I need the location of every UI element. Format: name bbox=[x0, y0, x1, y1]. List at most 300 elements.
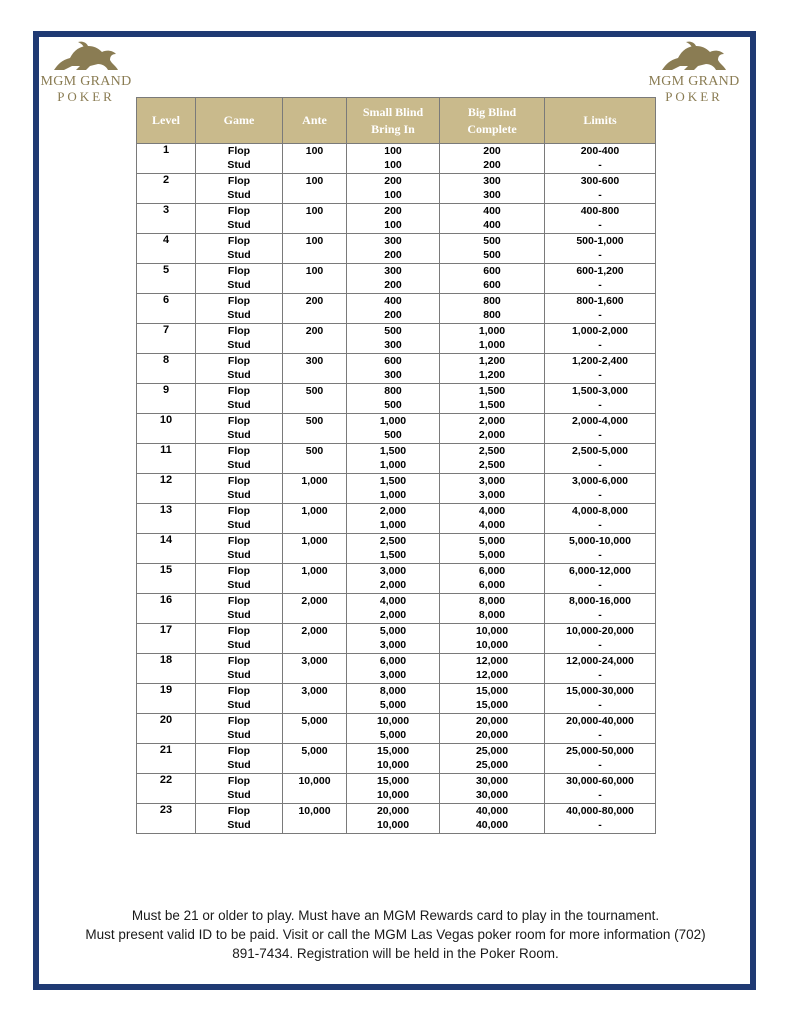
limits-stud-value: - bbox=[598, 399, 602, 411]
ante-value: 200 bbox=[305, 295, 324, 307]
limits-stud-value: - bbox=[598, 249, 602, 261]
table-row bbox=[137, 174, 656, 204]
small-blind-value: 6,000 bbox=[379, 655, 407, 667]
complete-value: 12,000 bbox=[475, 669, 509, 681]
game-cell bbox=[196, 144, 283, 174]
complete-value: 2,500 bbox=[478, 459, 506, 471]
big-blind-value: 500 bbox=[483, 235, 501, 247]
big-blind-value: 2,500 bbox=[478, 445, 506, 457]
game-cell bbox=[196, 354, 283, 384]
game-cell bbox=[196, 594, 283, 624]
ante-cell bbox=[283, 654, 347, 684]
header-game: Game bbox=[196, 98, 283, 144]
big-blind-cell bbox=[440, 624, 545, 654]
game-cell bbox=[196, 384, 283, 414]
limits-value: 3,000-6,000 bbox=[571, 475, 629, 487]
small-blind-value: 15,000 bbox=[376, 745, 410, 757]
big-blind-value: 25,000 bbox=[475, 745, 509, 757]
small-blind-value: 4,000 bbox=[379, 595, 407, 607]
small-blind-value: 800 bbox=[384, 385, 402, 397]
game-cell bbox=[196, 654, 283, 684]
ante-value: 500 bbox=[305, 385, 324, 397]
small-blind-cell bbox=[347, 804, 440, 834]
ante-value: 100 bbox=[305, 265, 324, 277]
game-flop: Flop bbox=[227, 385, 251, 397]
small-blind-cell bbox=[347, 474, 440, 504]
game-flop: Flop bbox=[227, 655, 251, 667]
big-blind-cell bbox=[440, 654, 545, 684]
small-blind-value: 5,000 bbox=[379, 625, 407, 637]
small-blind-value: 8,000 bbox=[379, 685, 407, 697]
level-cell: 15 bbox=[137, 564, 196, 594]
ante-cell bbox=[283, 414, 347, 444]
ante-cell bbox=[283, 714, 347, 744]
bring-in-value: 200 bbox=[384, 309, 402, 321]
ante-cell bbox=[283, 384, 347, 414]
ante-cell bbox=[283, 234, 347, 264]
bring-in-value: 2,000 bbox=[379, 579, 407, 591]
ante-cell bbox=[283, 174, 347, 204]
game-cell bbox=[196, 504, 283, 534]
small-blind-cell bbox=[347, 684, 440, 714]
small-blind-value: 2,500 bbox=[379, 535, 407, 547]
level-cell: 22 bbox=[137, 774, 196, 804]
limits-value: 5,000-10,000 bbox=[569, 535, 631, 547]
big-blind-cell bbox=[440, 294, 545, 324]
small-blind-value: 500 bbox=[384, 325, 402, 337]
table-row bbox=[137, 624, 656, 654]
ante-cell bbox=[283, 504, 347, 534]
limits-cell bbox=[545, 534, 656, 564]
big-blind-cell bbox=[440, 804, 545, 834]
small-blind-value: 10,000 bbox=[376, 715, 410, 727]
ante-value: 2,000 bbox=[301, 625, 328, 637]
limits-cell bbox=[545, 444, 656, 474]
level-cell: 21 bbox=[137, 744, 196, 774]
small-blind-value: 300 bbox=[384, 235, 402, 247]
game-cell bbox=[196, 474, 283, 504]
game-cell bbox=[196, 534, 283, 564]
ante-value: 5,000 bbox=[301, 715, 328, 727]
ante-cell bbox=[283, 684, 347, 714]
game-flop: Flop bbox=[227, 355, 251, 367]
game-cell bbox=[196, 774, 283, 804]
table-row bbox=[137, 564, 656, 594]
header-small-blind-line1: Small Blind bbox=[362, 104, 424, 119]
ante-value: 500 bbox=[305, 415, 324, 427]
game-stud: Stud bbox=[227, 279, 251, 291]
limits-stud-value: - bbox=[598, 699, 602, 711]
ante-cell bbox=[283, 264, 347, 294]
small-blind-cell bbox=[347, 354, 440, 384]
level-cell: 11 bbox=[137, 444, 196, 474]
small-blind-cell bbox=[347, 534, 440, 564]
limits-value: 1,000-2,000 bbox=[571, 325, 629, 337]
game-flop: Flop bbox=[227, 775, 251, 787]
game-flop: Flop bbox=[227, 745, 251, 757]
game-stud: Stud bbox=[227, 489, 251, 501]
big-blind-value: 600 bbox=[483, 265, 501, 277]
complete-value: 6,000 bbox=[478, 579, 506, 591]
big-blind-cell bbox=[440, 384, 545, 414]
big-blind-cell bbox=[440, 204, 545, 234]
bring-in-value: 5,000 bbox=[379, 729, 407, 741]
complete-value: 25,000 bbox=[475, 759, 509, 771]
limits-value: 30,000-60,000 bbox=[566, 775, 634, 787]
limits-value: 6,000-12,000 bbox=[569, 565, 631, 577]
limits-value: 400-800 bbox=[580, 205, 620, 217]
limits-cell bbox=[545, 384, 656, 414]
complete-value: 500 bbox=[483, 249, 501, 261]
game-flop: Flop bbox=[227, 415, 251, 427]
level-cell: 13 bbox=[137, 504, 196, 534]
game-stud: Stud bbox=[227, 429, 251, 441]
ante-value: 100 bbox=[305, 175, 324, 187]
ante-value: 200 bbox=[305, 325, 324, 337]
limits-cell bbox=[545, 624, 656, 654]
big-blind-value: 1,500 bbox=[478, 385, 506, 397]
bring-in-value: 2,000 bbox=[379, 609, 407, 621]
game-stud: Stud bbox=[227, 249, 251, 261]
game-flop: Flop bbox=[227, 625, 251, 637]
big-blind-cell bbox=[440, 474, 545, 504]
small-blind-value: 600 bbox=[384, 355, 402, 367]
ante-value: 300 bbox=[305, 355, 324, 367]
big-blind-cell bbox=[440, 774, 545, 804]
game-flop: Flop bbox=[227, 715, 251, 727]
ante-value: 10,000 bbox=[298, 805, 331, 817]
table-row bbox=[137, 354, 656, 384]
table-row bbox=[137, 654, 656, 684]
big-blind-value: 400 bbox=[483, 205, 501, 217]
limits-cell bbox=[545, 714, 656, 744]
small-blind-value: 15,000 bbox=[376, 775, 410, 787]
complete-value: 200 bbox=[483, 159, 501, 171]
header-level: Level bbox=[137, 98, 196, 144]
small-blind-cell bbox=[347, 444, 440, 474]
small-blind-cell bbox=[347, 714, 440, 744]
small-blind-cell bbox=[347, 594, 440, 624]
ante-value: 500 bbox=[305, 445, 324, 457]
limits-stud-value: - bbox=[598, 339, 602, 351]
limits-stud-value: - bbox=[598, 759, 602, 771]
big-blind-cell bbox=[440, 174, 545, 204]
small-blind-value: 100 bbox=[384, 145, 402, 157]
ante-value: 1,000 bbox=[301, 505, 328, 517]
game-cell bbox=[196, 234, 283, 264]
game-cell bbox=[196, 804, 283, 834]
header-limits: Limits bbox=[545, 98, 656, 144]
complete-value: 15,000 bbox=[475, 699, 509, 711]
limits-stud-value: - bbox=[598, 189, 602, 201]
limits-value: 2,500-5,000 bbox=[571, 445, 629, 457]
limits-stud-value: - bbox=[598, 789, 602, 801]
big-blind-value: 15,000 bbox=[475, 685, 509, 697]
limits-value: 2,000-4,000 bbox=[571, 415, 629, 427]
game-stud: Stud bbox=[227, 579, 251, 591]
game-flop: Flop bbox=[227, 325, 251, 337]
small-blind-value: 1,500 bbox=[379, 445, 407, 457]
complete-value: 4,000 bbox=[478, 519, 506, 531]
bring-in-value: 100 bbox=[384, 219, 402, 231]
limits-value: 4,000-8,000 bbox=[571, 505, 629, 517]
game-cell bbox=[196, 324, 283, 354]
complete-value: 10,000 bbox=[475, 639, 509, 651]
bring-in-value: 3,000 bbox=[379, 639, 407, 651]
complete-value: 8,000 bbox=[478, 609, 506, 621]
limits-stud-value: - bbox=[598, 549, 602, 561]
limits-cell bbox=[545, 804, 656, 834]
limits-value: 500-1,000 bbox=[576, 235, 624, 247]
level-cell: 2 bbox=[137, 174, 196, 204]
game-flop: Flop bbox=[227, 475, 251, 487]
big-blind-cell bbox=[440, 354, 545, 384]
table-row bbox=[137, 534, 656, 564]
level-cell: 16 bbox=[137, 594, 196, 624]
game-stud: Stud bbox=[227, 519, 251, 531]
limits-cell bbox=[545, 654, 656, 684]
complete-value: 3,000 bbox=[478, 489, 506, 501]
complete-value: 1,000 bbox=[478, 339, 506, 351]
big-blind-value: 300 bbox=[483, 175, 501, 187]
game-stud: Stud bbox=[227, 219, 251, 231]
game-stud: Stud bbox=[227, 399, 251, 411]
header-ante: Ante bbox=[283, 98, 347, 144]
big-blind-cell bbox=[440, 564, 545, 594]
limits-value: 800-1,600 bbox=[576, 295, 624, 307]
ante-cell bbox=[283, 594, 347, 624]
small-blind-cell bbox=[347, 294, 440, 324]
small-blind-value: 400 bbox=[384, 295, 402, 307]
ante-value: 3,000 bbox=[301, 655, 328, 667]
bring-in-value: 100 bbox=[384, 159, 402, 171]
level-cell: 10 bbox=[137, 414, 196, 444]
level-cell: 6 bbox=[137, 294, 196, 324]
bring-in-value: 1,000 bbox=[379, 459, 407, 471]
game-flop: Flop bbox=[227, 535, 251, 547]
game-flop: Flop bbox=[227, 805, 251, 817]
level-cell: 8 bbox=[137, 354, 196, 384]
ante-cell bbox=[283, 204, 347, 234]
small-blind-cell bbox=[347, 144, 440, 174]
big-blind-cell bbox=[440, 324, 545, 354]
complete-value: 300 bbox=[483, 189, 501, 201]
small-blind-value: 1,500 bbox=[379, 475, 407, 487]
small-blind-cell bbox=[347, 264, 440, 294]
bring-in-value: 10,000 bbox=[376, 819, 410, 831]
bring-in-value: 500 bbox=[384, 429, 402, 441]
complete-value: 40,000 bbox=[475, 819, 509, 831]
small-blind-value: 1,000 bbox=[379, 415, 407, 427]
bring-in-value: 10,000 bbox=[376, 759, 410, 771]
limits-value: 1,500-3,000 bbox=[571, 385, 629, 397]
ante-cell bbox=[283, 774, 347, 804]
game-flop: Flop bbox=[227, 175, 251, 187]
limits-cell bbox=[545, 234, 656, 264]
level-cell: 17 bbox=[137, 624, 196, 654]
bring-in-value: 5,000 bbox=[379, 699, 407, 711]
game-flop: Flop bbox=[227, 205, 251, 217]
complete-value: 1,500 bbox=[478, 399, 506, 411]
limits-cell bbox=[545, 564, 656, 594]
limits-stud-value: - bbox=[598, 459, 602, 471]
small-blind-cell bbox=[347, 384, 440, 414]
big-blind-value: 800 bbox=[483, 295, 501, 307]
small-blind-cell bbox=[347, 744, 440, 774]
bring-in-value: 3,000 bbox=[379, 669, 407, 681]
game-flop: Flop bbox=[227, 235, 251, 247]
level-cell: 18 bbox=[137, 654, 196, 684]
limits-value: 300-600 bbox=[580, 175, 620, 187]
limits-cell bbox=[545, 504, 656, 534]
limits-stud-value: - bbox=[598, 609, 602, 621]
logo-right bbox=[644, 40, 744, 104]
ante-cell bbox=[283, 564, 347, 594]
limits-value: 1,200-2,400 bbox=[571, 355, 629, 367]
level-cell: 12 bbox=[137, 474, 196, 504]
small-blind-value: 200 bbox=[384, 175, 402, 187]
game-stud: Stud bbox=[227, 789, 251, 801]
limits-cell bbox=[545, 594, 656, 624]
big-blind-value: 20,000 bbox=[475, 715, 509, 727]
table-row bbox=[137, 204, 656, 234]
limits-stud-value: - bbox=[598, 489, 602, 501]
brand-sub: POKER bbox=[665, 89, 723, 104]
limits-stud-value: - bbox=[598, 369, 602, 381]
structure-table bbox=[136, 97, 656, 834]
big-blind-cell bbox=[440, 504, 545, 534]
complete-value: 30,000 bbox=[475, 789, 509, 801]
table-row bbox=[137, 384, 656, 414]
limits-stud-value: - bbox=[598, 729, 602, 741]
game-stud: Stud bbox=[227, 669, 251, 681]
complete-value: 20,000 bbox=[475, 729, 509, 741]
game-flop: Flop bbox=[227, 445, 251, 457]
game-cell bbox=[196, 684, 283, 714]
ante-value: 2,000 bbox=[301, 595, 328, 607]
ante-value: 1,000 bbox=[301, 535, 328, 547]
ante-cell bbox=[283, 804, 347, 834]
limits-value: 200-400 bbox=[580, 145, 620, 157]
game-stud: Stud bbox=[227, 339, 251, 351]
small-blind-value: 2,000 bbox=[379, 505, 407, 517]
header-big-blind bbox=[440, 98, 545, 144]
complete-value: 5,000 bbox=[478, 549, 506, 561]
game-flop: Flop bbox=[227, 265, 251, 277]
game-flop: Flop bbox=[227, 595, 251, 607]
bring-in-value: 1,000 bbox=[379, 489, 407, 501]
ante-cell bbox=[283, 354, 347, 384]
ante-value: 5,000 bbox=[301, 745, 328, 757]
bring-in-value: 300 bbox=[384, 339, 402, 351]
big-blind-cell bbox=[440, 444, 545, 474]
table-row bbox=[137, 324, 656, 354]
big-blind-cell bbox=[440, 234, 545, 264]
limits-cell bbox=[545, 774, 656, 804]
header-big-blind-line2: Complete bbox=[467, 121, 517, 136]
bring-in-value: 100 bbox=[384, 189, 402, 201]
limits-value: 10,000-20,000 bbox=[566, 625, 634, 637]
header-small-blind-line2: Bring In bbox=[371, 121, 415, 136]
game-flop: Flop bbox=[227, 565, 251, 577]
limits-cell bbox=[545, 294, 656, 324]
bring-in-value: 1,000 bbox=[379, 519, 407, 531]
table-row bbox=[137, 744, 656, 774]
ante-cell bbox=[283, 624, 347, 654]
bring-in-value: 200 bbox=[384, 249, 402, 261]
ante-value: 1,000 bbox=[301, 475, 328, 487]
game-stud: Stud bbox=[227, 159, 251, 171]
big-blind-value: 1,200 bbox=[478, 355, 506, 367]
limits-stud-value: - bbox=[598, 429, 602, 441]
ante-value: 100 bbox=[305, 205, 324, 217]
big-blind-value: 4,000 bbox=[478, 505, 506, 517]
game-cell bbox=[196, 564, 283, 594]
table-row bbox=[137, 684, 656, 714]
ante-cell bbox=[283, 534, 347, 564]
ante-cell bbox=[283, 444, 347, 474]
footer-line-3: 891-7434. Registration will be held in the Poker Room. bbox=[232, 946, 559, 961]
game-cell bbox=[196, 714, 283, 744]
small-blind-cell bbox=[347, 414, 440, 444]
table-row bbox=[137, 264, 656, 294]
table-body bbox=[137, 144, 656, 834]
table-row bbox=[137, 504, 656, 534]
limits-cell bbox=[545, 684, 656, 714]
game-flop: Flop bbox=[227, 145, 251, 157]
game-stud: Stud bbox=[227, 729, 251, 741]
limits-value: 15,000-30,000 bbox=[566, 685, 634, 697]
limits-cell bbox=[545, 474, 656, 504]
limits-value: 25,000-50,000 bbox=[566, 745, 634, 757]
ante-value: 100 bbox=[305, 235, 324, 247]
game-stud: Stud bbox=[227, 189, 251, 201]
big-blind-value: 12,000 bbox=[475, 655, 509, 667]
limits-value: 20,000-40,000 bbox=[566, 715, 634, 727]
game-cell bbox=[196, 744, 283, 774]
limits-stud-value: - bbox=[598, 639, 602, 651]
small-blind-cell bbox=[347, 324, 440, 354]
bring-in-value: 200 bbox=[384, 279, 402, 291]
bring-in-value: 1,500 bbox=[379, 549, 407, 561]
footer-notice bbox=[40, 906, 751, 963]
game-flop: Flop bbox=[227, 685, 251, 697]
table-row bbox=[137, 294, 656, 324]
ante-cell bbox=[283, 144, 347, 174]
table-row bbox=[137, 144, 656, 174]
bring-in-value: 500 bbox=[384, 399, 402, 411]
small-blind-cell bbox=[347, 204, 440, 234]
game-cell bbox=[196, 174, 283, 204]
limits-cell bbox=[545, 204, 656, 234]
limits-cell bbox=[545, 174, 656, 204]
table-header-row bbox=[137, 98, 656, 144]
ante-cell bbox=[283, 744, 347, 774]
limits-cell bbox=[545, 324, 656, 354]
limits-stud-value: - bbox=[598, 159, 602, 171]
level-cell: 4 bbox=[137, 234, 196, 264]
game-stud: Stud bbox=[227, 819, 251, 831]
brand-name: MGM GRAND bbox=[648, 74, 740, 89]
bring-in-value: 300 bbox=[384, 369, 402, 381]
limits-stud-value: - bbox=[598, 519, 602, 531]
small-blind-value: 20,000 bbox=[376, 805, 410, 817]
header-big-blind-line1: Big Blind bbox=[467, 104, 517, 119]
complete-value: 400 bbox=[483, 219, 501, 231]
lion-icon bbox=[658, 40, 730, 74]
game-stud: Stud bbox=[227, 639, 251, 651]
small-blind-cell bbox=[347, 564, 440, 594]
